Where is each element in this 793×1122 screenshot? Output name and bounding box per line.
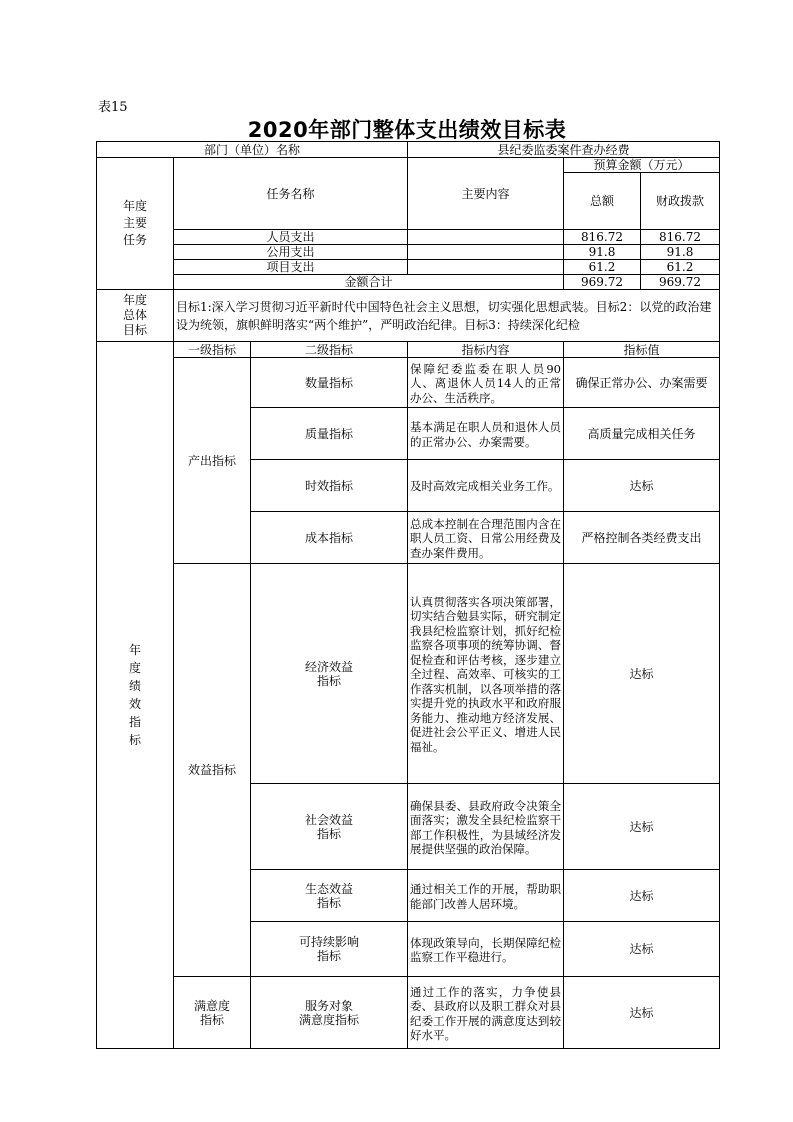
- indicator-value: 达标: [564, 870, 720, 922]
- indicator-content: 通过相关工作的开展，帮助职能部门改善人居环境。: [408, 870, 564, 922]
- fiscal-header: 财政拨款: [641, 173, 720, 230]
- indicator-value: 达标: [564, 460, 720, 512]
- table-row: [97, 358, 720, 408]
- level1-header: 一级指标: [174, 342, 251, 358]
- indicator-content: 基本满足在职人员和退休人员的正常办公、办案需要。: [408, 408, 564, 460]
- task-content: [408, 230, 564, 245]
- page-title: 2020年部门整体支出绩效目标表: [247, 118, 567, 142]
- sum-label: 金额合计: [174, 275, 564, 290]
- output-indicator-label: 产出指标: [174, 358, 251, 564]
- indicator-name: 数量指标: [251, 358, 408, 408]
- indicator-content-header: 指标内容: [408, 342, 564, 358]
- indicator-name: 经济效益 指标: [251, 564, 408, 784]
- indicator-content: 确保县委、县政府政令决策全面落实；激发全县纪检监察干部工作积极性，为县域经济发展提供坚强的政治保障。: [408, 784, 564, 870]
- table-row: [97, 977, 720, 1049]
- tasks-section-label: 年度 主要 任务: [97, 158, 174, 290]
- indicator-value: 高质量完成相关任务: [564, 408, 720, 460]
- indicators-section-label: 年 度 绩 效 指 标: [97, 342, 174, 1049]
- table-row: [97, 260, 720, 275]
- task-total: 91.8: [564, 245, 641, 260]
- task-name: 人员支出: [174, 230, 408, 245]
- table-number: 表15: [98, 100, 128, 115]
- task-total: 61.2: [564, 260, 641, 275]
- level2-header: 二级指标: [251, 342, 408, 358]
- table-row: [97, 564, 720, 784]
- indicator-name: 可持续影响 指标: [251, 922, 408, 977]
- indicator-value: 达标: [564, 784, 720, 870]
- benefit-indicator-label: 效益指标: [174, 564, 251, 977]
- indicator-value: 达标: [564, 564, 720, 784]
- goals-section-label: 年度 总体 目标: [97, 290, 174, 342]
- department-value: 县纪委监委案件查办经费: [408, 142, 720, 158]
- indicator-value: 严格控制各类经费支出: [564, 512, 720, 564]
- budget-header: 预算金额（万元）: [564, 158, 720, 173]
- task-name-header: 任务名称: [174, 158, 408, 230]
- indicator-content: 及时高效完成相关业务工作。: [408, 460, 564, 512]
- indicator-content: 体现政策导向，长期保障纪检监察工作平稳进行。: [408, 922, 564, 977]
- indicator-content: 认真贯彻落实各项决策部署，切实结合勉县实际，研究制定我县纪检监察计划，抓好纪检监察各项事项的统筹协调、督促检查和评估考核，逐步建立全过程、高效率、可核实的工作落实机制，以各项举措的落实提升党的执政水平和政府服务能力、推动地方经济发展、促进社会公平正义、增进人民福祉。: [408, 564, 564, 784]
- sum-fiscal: 969.72: [641, 275, 720, 290]
- indicator-content: 保障纪委监委在职人员90人、离退休人员14人的正常办公、生活秩序。: [408, 358, 564, 408]
- department-label: 部门（单位）名称: [97, 142, 408, 158]
- indicator-value: 达标: [564, 922, 720, 977]
- indicator-content: 通过工作的落实，力争使县委、县政府以及职工群众对县纪委工作开展的满意度达到较好水平。: [408, 977, 564, 1049]
- indicator-name: 质量指标: [251, 408, 408, 460]
- task-fiscal: 91.8: [641, 245, 720, 260]
- indicator-value-header: 指标值: [564, 342, 720, 358]
- table-row: [97, 245, 720, 260]
- indicator-name: 生态效益 指标: [251, 870, 408, 922]
- indicator-name: 时效指标: [251, 460, 408, 512]
- annual-goals-text: 目标1:深入学习贯彻习近平新时代中国特色社会主义思想，切实强化思想武装。目标2：以党的政治建设为统领，旗帜鲜明落实“两个维护”，严明政治纪律。目标3：持续深化纪检: [176, 299, 712, 332]
- task-fiscal: 61.2: [641, 260, 720, 275]
- indicator-value: 达标: [564, 977, 720, 1049]
- table-row: [97, 230, 720, 245]
- task-fiscal: 816.72: [641, 230, 720, 245]
- indicator-content: 总成本控制在合理范围内含在职人员工资、日常公用经费及查办案件费用。: [408, 512, 564, 564]
- total-header: 总额: [564, 173, 641, 230]
- indicator-name: 成本指标: [251, 512, 408, 564]
- task-content: [408, 260, 564, 275]
- table-row: [97, 275, 720, 290]
- task-name: 项目支出: [174, 260, 408, 275]
- indicator-name: 服务对象 满意度指标: [251, 977, 408, 1049]
- indicator-value: 确保正常办公、办案需要: [564, 358, 720, 408]
- task-total: 816.72: [564, 230, 641, 245]
- indicator-name: 社会效益 指标: [251, 784, 408, 870]
- task-content-header: 主要内容: [408, 158, 564, 230]
- satisfaction-indicator-label: 满意度 指标: [174, 977, 251, 1049]
- sum-total: 969.72: [564, 275, 641, 290]
- performance-table: [96, 141, 720, 1049]
- task-content: [408, 245, 564, 260]
- task-name: 公用支出: [174, 245, 408, 260]
